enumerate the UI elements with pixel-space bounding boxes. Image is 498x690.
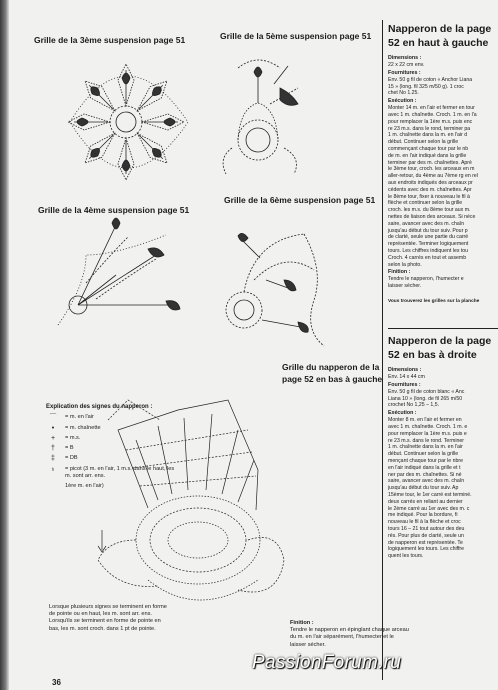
grid3-title: Grille de la 3ème suspension page 51 — [34, 35, 186, 45]
legend-item — [46, 435, 176, 442]
text-line: selon la photo. — [388, 261, 422, 268]
legend-item — [46, 414, 176, 421]
dimensions-label-2: Dimensions : — [388, 367, 422, 373]
text-line: Liana 10 » (long. de fil 265 m/50 — [388, 395, 463, 402]
grid-left-title-1: Grille du napperon de la — [282, 362, 380, 372]
text-line: le 2ème carré au 1er avec des m. c — [388, 505, 470, 512]
text-line: quent les tours. — [388, 553, 424, 560]
text-line: laisser sécher. — [388, 283, 422, 290]
grid4-title: Grille de la 4ème suspension page 51 — [38, 205, 190, 215]
fournitures-label: Fournitures : — [388, 69, 421, 76]
text-line: 1 m. chaînette dans la m. en l'air — [388, 444, 463, 451]
text-line: deux carrés en reliant au dernier — [388, 498, 463, 505]
text-line: le 3ème tour, croch. les arceaux en m — [388, 166, 475, 173]
text-line: 15ème tour, le 1er carré est terminé. — [388, 491, 472, 498]
heading-top-1: Napperon de la page — [388, 23, 492, 35]
watermark: PassionForum.ru — [252, 652, 402, 673]
text-line: re 23 m.s. dans le rond, terminer pa — [388, 125, 471, 132]
text-line: Env. 50 g fil de coton « Anchor Liana — [388, 76, 473, 83]
grid5-title: Grille de la 5ème suspension page 51 — [220, 31, 372, 41]
text-line: 1 m. chaînette dans la m. en l'air d — [388, 132, 468, 139]
text-line: me indiqué. Pour la bordure, fi — [388, 512, 458, 519]
heading-bottom-1: Napperon de la page — [388, 335, 492, 347]
symbol-legend — [46, 404, 176, 491]
grid3-diagram — [60, 50, 200, 190]
legend-text: = DB — [65, 455, 78, 462]
legend-symbol: + — [50, 434, 56, 442]
execution-text — [388, 105, 498, 268]
text-line: Env. 50 g fil de coton blanc « Anc — [388, 388, 465, 395]
text-line: aller-retour, du 4ème au 7ème rg en rel — [388, 173, 478, 180]
text-line: jusqu'au début du tour suiv. Pour p — [388, 227, 468, 234]
grid-left-title-2: page 52 en bas à gauche — [282, 374, 383, 384]
text-line: saire, avancer avec des m. chaîn — [388, 478, 465, 485]
text-line: avec 1 m. chaînette. Croch. 1 m. e — [388, 423, 468, 430]
text-line: le 8ème tour, fixer à nouveau le fil à — [388, 193, 470, 200]
text-line: de napperon est représentée. Te — [388, 539, 463, 546]
legend-symbol: ♁ — [50, 465, 56, 473]
finition-text — [388, 276, 498, 290]
grid5-diagram — [218, 48, 318, 178]
grid6-title: Grille de la 6ème suspension page 51 — [224, 195, 376, 205]
fournitures-label-2: Fournitures : — [388, 381, 421, 388]
dimensions-value-2: Env. 14 x 44 cm — [388, 374, 425, 380]
text-line: ner par des m. chaînettes. Si né — [388, 471, 462, 478]
grid6-diagram — [214, 210, 334, 360]
text-line: flèche et continuer selon la grille — [388, 200, 463, 207]
text-line: pour remplacer la 1ère m.s. puis e — [388, 430, 467, 437]
fournitures-text-2 — [388, 389, 498, 409]
text-line: saire, avancer avec des m. chaîn — [388, 220, 465, 227]
legend-text: = B — [65, 445, 74, 452]
legend-item — [46, 425, 176, 432]
text-line: cédents avec des m. chaînettes. Apr — [388, 186, 472, 193]
legend-symbol: ‡ — [51, 455, 55, 463]
text-line: Tendre le napperon, l'humecter e — [388, 276, 464, 283]
legend-symbol: † — [51, 445, 55, 453]
text-line: terminer par des m. chaînettes. Aprè — [388, 159, 472, 166]
text-line: re 23 m.s. dans le rond. Terminer — [388, 437, 465, 444]
fournitures-text — [388, 77, 498, 97]
legend-text: = m.s. — [65, 434, 81, 441]
grid4-diagram — [56, 215, 196, 335]
text-line: avec 1 m. chaînette. Croch. 1 m. en l'a — [388, 111, 477, 118]
legend-text: = m. en l'air — [65, 414, 94, 421]
instructions-top — [388, 22, 498, 305]
text-line: Croch. 4 carrés en tout et assemb — [388, 254, 467, 261]
text-line: commençant chaque tour par le nb — [388, 145, 469, 152]
instructions-bottom — [388, 334, 498, 560]
text-line: pour remplacer la 1ère m.s. puis enc — [388, 118, 473, 125]
text-line: crochet No 1,25 – 1,5. — [388, 402, 440, 409]
text-line: de clarté, seule une partie du carré — [388, 234, 469, 241]
execution-text-2 — [388, 417, 498, 560]
text-line: nettes de liaison des arceaux. Si néce — [388, 213, 476, 220]
text-line: croch. les m.s. du 8ème tour aux m. — [388, 207, 471, 214]
legend-heading: Explication des signes du napperon : — [46, 404, 153, 410]
text-line: tours. Les chiffres indiquent les tou — [388, 247, 469, 254]
text-line: tours 16 – 21 tout autour des deu — [388, 525, 465, 532]
page-number: 36 — [52, 678, 61, 687]
text-line: Monter 8 m. en l'air et fermer en — [388, 417, 462, 424]
text-line: début. Continuer selon la grille — [388, 139, 459, 146]
text-line: logiquement les tours. Les chiffre — [388, 546, 465, 553]
legend-symbol: • — [51, 424, 55, 432]
text-line: représentée. Terminer logiquement — [388, 241, 469, 248]
text-line: en l'air indiqué dans la grille et t — [388, 464, 461, 471]
text-line: jusqu'au début du tour suiv. Ap — [388, 485, 459, 492]
text-line: chet No 1.25. — [388, 90, 419, 97]
text-line: aux endroits indiqués des arceaux pr — [388, 179, 473, 186]
page-binding — [0, 0, 9, 690]
text-line: mençant chaque tour par le nbre — [388, 457, 463, 464]
execution-label-2: Exécution : — [388, 410, 417, 417]
finition-note-text: Tendre le napperon en épinglant chaque arceau du m. en l'air séparément, l'humecter et le laisser sécher. — [290, 627, 409, 648]
pointed-signs-note: Lorsque plusieurs signes se terminent en forme de pointe ou en haut, les m. sont arr. ens. Lorsqu'ils se terminent en forme de pointe en bas, les m. sont croch. dans 1 pt de pointe. — [49, 604, 167, 632]
finition-label: Finition : — [388, 269, 411, 276]
legend-item — [46, 455, 176, 462]
column-divider — [382, 20, 383, 680]
finition-note-label: Finition : — [290, 620, 314, 626]
text-line: rés. Pour plus de clarté, seule un — [388, 532, 464, 539]
legend-item — [46, 466, 176, 481]
legend-text: = m. chaînette — [65, 424, 101, 431]
section-divider — [388, 328, 498, 329]
heading-top-2: 52 en haut à gauche — [388, 37, 489, 49]
legend-item — [46, 445, 176, 452]
legend-text: = picot (3 m. en l'air, 1 m.s. dans le haut, les m. sont arr. ens. — [65, 465, 175, 480]
dimensions-value: 22 x 22 cm env. — [388, 62, 425, 68]
dimensions-label: Dimensions : — [388, 55, 422, 61]
execution-label: Exécution : — [388, 98, 417, 105]
text-line: nouveau le fil à la flèche et croc — [388, 519, 461, 526]
legend-symbol: ⌒ — [49, 414, 57, 422]
text-line: début. Continuer selon la grille — [388, 451, 459, 458]
legend-picot-line2: 1ère m. en l'air) — [65, 483, 104, 490]
text-line: 15 » (long. fil 325 m/50 g). 1 croc — [388, 83, 464, 90]
text-line: Monter 14 m. en l'air et fermer en tour — [388, 105, 475, 112]
planche-note: Vous trouverez les grilles sur la planche — [388, 298, 480, 304]
text-line: de m. en l'air indiqué dans la grille — [388, 152, 467, 159]
heading-bottom-2: 52 en bas à droite — [388, 349, 477, 361]
finition-note — [290, 620, 410, 649]
